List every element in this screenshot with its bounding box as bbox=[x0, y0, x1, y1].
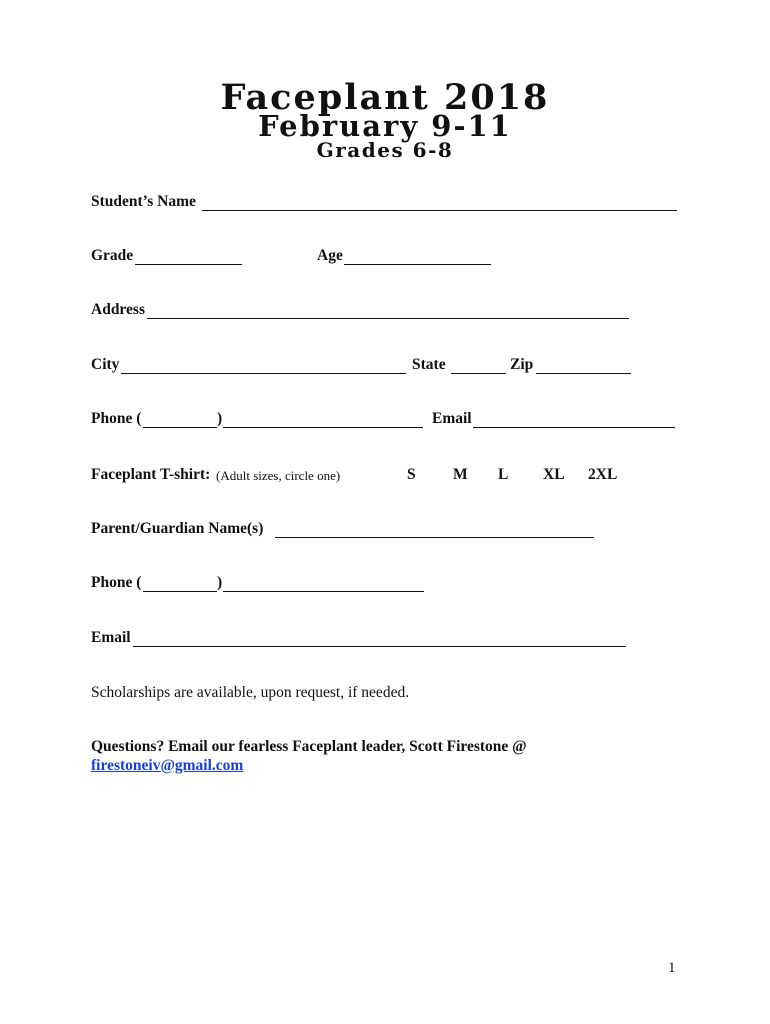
size-option-m[interactable]: M bbox=[453, 466, 468, 483]
tshirt-note: (Adult sizes, circle one) bbox=[216, 468, 341, 483]
page-title: Faceplant 2018 bbox=[220, 77, 550, 118]
guardian-phone-area-code-field[interactable] bbox=[143, 591, 217, 592]
size-option-xl[interactable]: XL bbox=[543, 466, 565, 483]
phone-label: Phone ( bbox=[91, 410, 142, 427]
phone-paren-close: ) bbox=[217, 410, 223, 427]
contact-email-link[interactable]: firestoneiv@gmail.com bbox=[91, 757, 244, 774]
address-label: Address bbox=[91, 301, 145, 318]
student-name-label: Student’s Name bbox=[91, 193, 196, 210]
city-label: City bbox=[91, 356, 120, 373]
zip-field[interactable] bbox=[536, 373, 631, 374]
student-name-field[interactable] bbox=[202, 210, 677, 211]
zip-label: Zip bbox=[510, 356, 534, 373]
guardian-phone-label: Phone ( bbox=[91, 574, 142, 591]
email-field[interactable] bbox=[473, 427, 675, 428]
tshirt-label: Faceplant T-shirt: bbox=[91, 466, 211, 483]
guardian-label: Parent/Guardian Name(s) bbox=[91, 520, 264, 537]
size-option-2xl[interactable]: 2XL bbox=[588, 466, 618, 483]
email-label: Email bbox=[432, 410, 472, 427]
guardian-phone-number-field[interactable] bbox=[223, 591, 424, 592]
guardian-email-field[interactable] bbox=[133, 646, 626, 647]
state-field[interactable] bbox=[451, 373, 506, 374]
page-number: 1 bbox=[668, 960, 676, 976]
event-dates: February 9-11 bbox=[258, 109, 512, 143]
questions-note: Questions? Email our fearless Faceplant leader, Scott Firestone @ bbox=[91, 738, 527, 755]
phone-area-code-field[interactable] bbox=[143, 427, 217, 428]
scholarship-note: Scholarships are available, upon request, if needed. bbox=[91, 684, 410, 701]
grade-field[interactable] bbox=[135, 264, 242, 265]
age-label: Age bbox=[317, 247, 343, 264]
age-field[interactable] bbox=[344, 264, 491, 265]
size-option-l[interactable]: L bbox=[498, 466, 509, 483]
guardian-email-label: Email bbox=[91, 629, 131, 646]
grade-label: Grade bbox=[91, 247, 134, 264]
state-label: State bbox=[412, 356, 446, 373]
guardian-name-field[interactable] bbox=[275, 537, 594, 538]
guardian-phone-paren-close: ) bbox=[217, 574, 223, 591]
grade-range: Grades 6-8 bbox=[316, 138, 454, 162]
size-option-s[interactable]: S bbox=[407, 466, 416, 483]
address-field[interactable] bbox=[147, 318, 629, 319]
city-field[interactable] bbox=[121, 373, 406, 374]
phone-number-field[interactable] bbox=[223, 427, 423, 428]
